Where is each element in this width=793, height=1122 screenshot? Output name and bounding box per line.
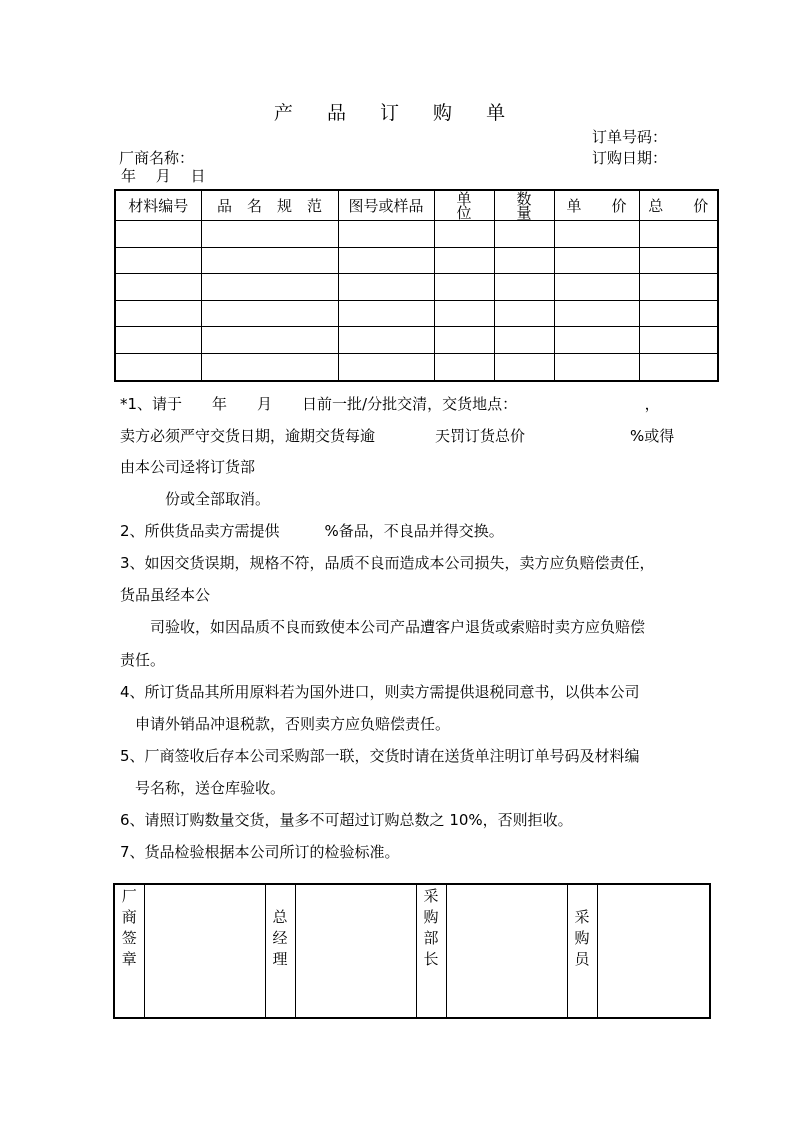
term-line: 7、货品检验根据本公司所订的检验标准。 [120,843,400,861]
table-cell[interactable] [115,327,201,354]
vendor-seal-field[interactable] [144,884,265,1018]
term-line: *1、请于 年 月 日前一批/分批交清，交货地点： ， [120,395,660,413]
table-cell[interactable] [434,274,494,301]
table-header-row [115,190,718,221]
table-cell[interactable] [338,353,434,380]
table-cell[interactable] [554,221,639,248]
column-header: 数 量 [494,190,554,221]
table-cell[interactable] [434,327,494,354]
table-cell[interactable] [115,353,201,380]
table-row [115,221,718,248]
table-row [115,353,718,380]
table-cell[interactable] [554,247,639,274]
term-line: 份或全部取消。 [120,490,271,508]
term-line: 5、厂商签收后存本公司采购部一联，交货时请在送货单注明订单号码及材料编 [120,747,640,765]
table-cell[interactable] [639,221,718,248]
column-header: 材料编号 [115,190,201,221]
term-line: 申请外销品冲退税款，否则卖方应负赔偿责任。 [120,715,451,733]
column-header: 总 价 [639,190,718,221]
order-items-table [114,189,719,382]
purchasing-manager-field[interactable] [446,884,567,1018]
term-line: 卖方必须严守交货日期，逾期交货每逾 天罚订货总价 %或得 [120,427,675,445]
vendor-name-label: 厂商名称： [119,149,195,167]
table-cell[interactable] [115,247,201,274]
term-line: 4、所订货品其所用原料若为国外进口，则卖方需提供退税同意书，以供本公司 [120,683,640,701]
page-title: 产 品 订 购 单 [273,102,520,124]
term-line: 责任。 [120,651,166,669]
column-header: 图号或样品 [338,190,434,221]
table-cell[interactable] [494,327,554,354]
table-cell[interactable] [639,327,718,354]
table-cell[interactable] [434,247,494,274]
table-cell[interactable] [201,221,338,248]
table-cell[interactable] [639,274,718,301]
table-cell[interactable] [554,353,639,380]
table-cell[interactable] [338,300,434,327]
column-header: 单 位 [434,190,494,221]
term-line: 由本公司迳将订货部 [120,458,256,476]
table-cell[interactable] [338,274,434,301]
table-cell[interactable] [338,327,434,354]
term-line: 2、所供货品卖方需提供 %备品，不良品并得交换。 [120,522,504,540]
table-cell[interactable] [201,247,338,274]
term-line: 3、如因交货误期，规格不符，品质不良而造成本公司损失，卖方应负赔偿责任， [120,554,655,572]
general-manager-field[interactable] [295,884,416,1018]
table-cell[interactable] [434,353,494,380]
table-row [115,327,718,354]
general-manager-label: 总 经 理 [265,884,295,1018]
table-row [115,247,718,274]
purchaser-field[interactable] [597,884,710,1018]
table-cell[interactable] [338,247,434,274]
table-cell[interactable] [201,327,338,354]
table-cell[interactable] [201,353,338,380]
table-row [115,300,718,327]
term-line: 司验收，如因品质不良而致使本公司产品遭客户退货或索赔时卖方应负赔偿 [120,618,646,636]
table-cell[interactable] [434,300,494,327]
table-cell[interactable] [554,274,639,301]
table-cell[interactable] [554,300,639,327]
table-cell[interactable] [115,274,201,301]
order-number-label: 订单号码： [592,128,668,146]
table-cell[interactable] [494,221,554,248]
table-cell[interactable] [201,274,338,301]
order-date-label: 订购日期： [592,149,668,167]
table-cell[interactable] [494,353,554,380]
table-cell[interactable] [494,247,554,274]
term-line: 号名称，送仓库验收。 [120,779,286,797]
purchasing-manager-label: 采 购 部 长 [416,884,446,1018]
purchaser-label: 采 购 员 [567,884,597,1018]
table-cell[interactable] [338,221,434,248]
table-cell[interactable] [201,300,338,327]
table-cell[interactable] [115,221,201,248]
date-line: 年 月 日 [121,167,206,185]
table-cell[interactable] [434,221,494,248]
term-line: 6、请照订购数量交货，量多不可超过订购总数之 10%，否则拒收。 [120,811,573,829]
table-cell[interactable] [639,300,718,327]
table-cell[interactable] [554,327,639,354]
table-cell[interactable] [639,247,718,274]
signature-table [113,883,711,1019]
table-cell[interactable] [494,274,554,301]
vendor-seal-label: 厂 商 签 章 [114,884,144,1018]
column-header: 单 价 [554,190,639,221]
table-cell[interactable] [494,300,554,327]
term-line: 货品虽经本公 [120,586,211,604]
table-cell[interactable] [115,300,201,327]
column-header: 品 名 规 范 [201,190,338,221]
table-cell[interactable] [639,353,718,380]
table-row [115,274,718,301]
